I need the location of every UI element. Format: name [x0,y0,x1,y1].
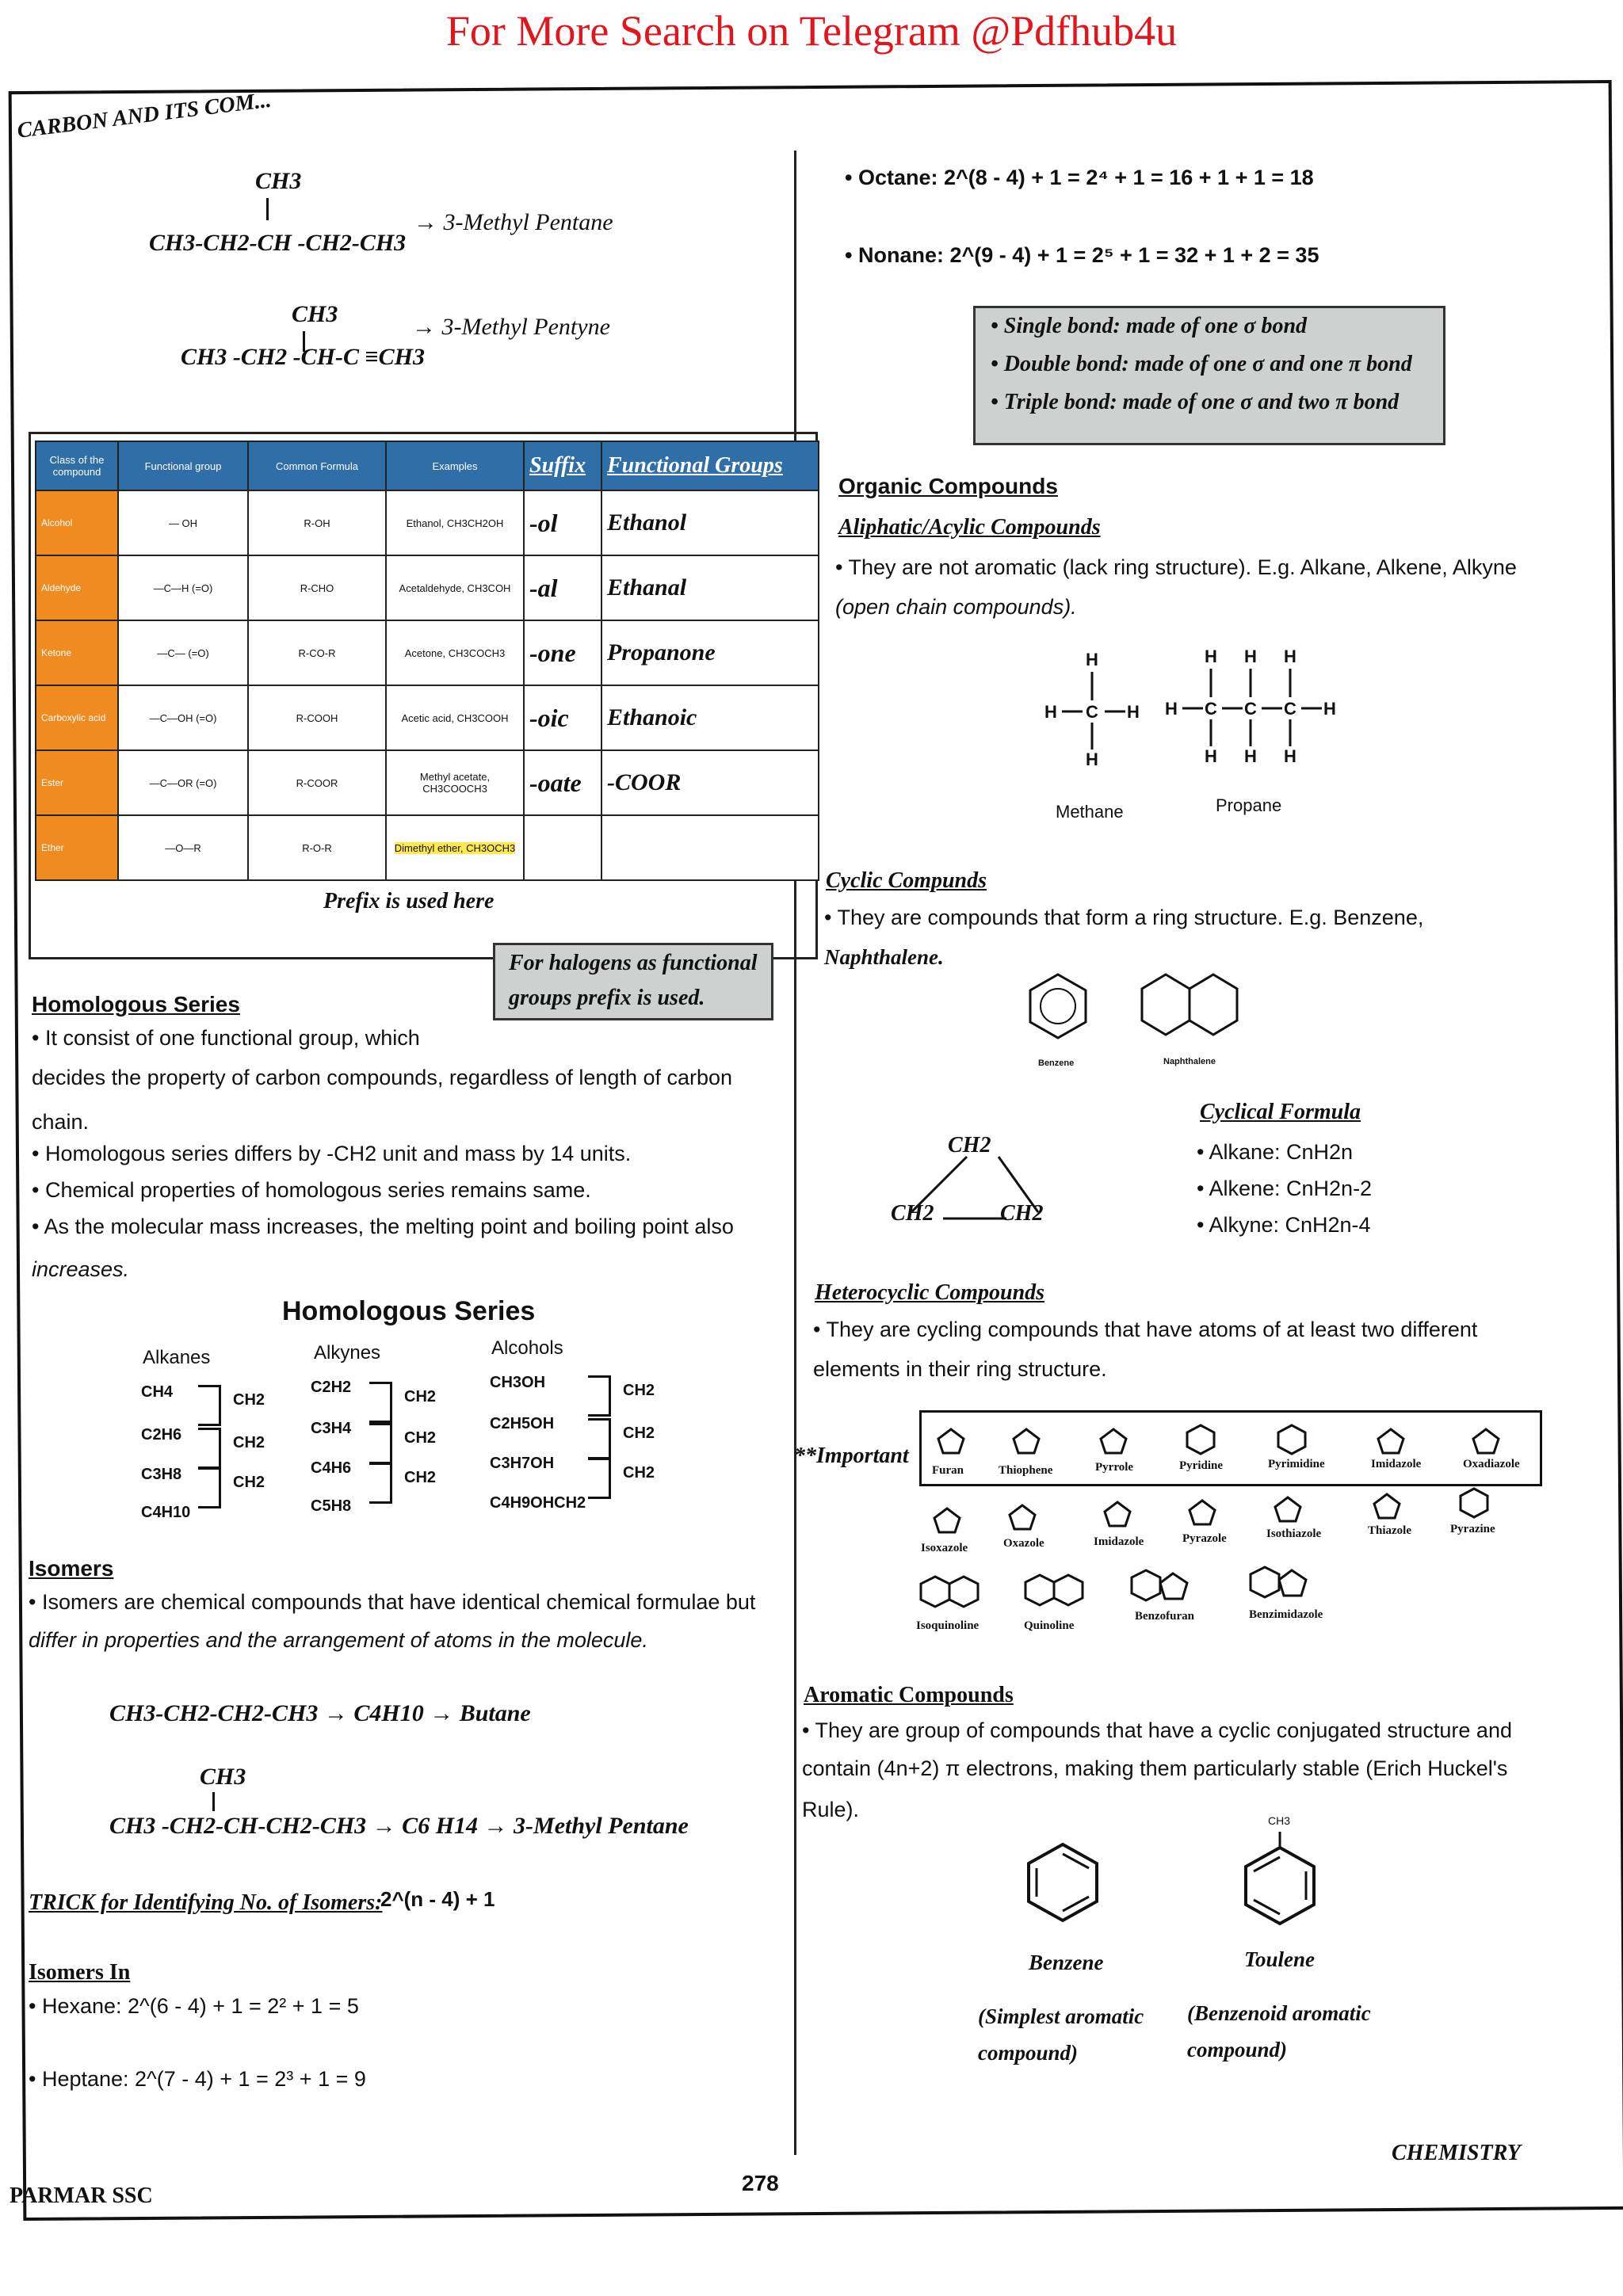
row-example [386,815,524,880]
hs-title: Homologous Series [282,1296,536,1326]
isomer-butane: CH3-CH2-CH2-CH3 → C4H10 → Butane [109,1700,531,1726]
aliphatic-p1: • They are not aromatic (lack ring structure). E.g. Alkane, Alkene, Alkyne [835,555,1517,579]
homologous-p2: • Homologous series differs by -CH2 unit and mass by 14 units. [32,1142,632,1165]
svg-text:H: H [1205,646,1217,666]
row-suffix [524,815,601,880]
important-label: **Important [794,1444,909,1468]
toulene-label: Toulene [1244,1947,1316,1971]
svg-text:C: C [1244,699,1257,719]
row-formula: R-O-R [248,815,386,880]
bracket [369,1423,392,1464]
ch2-diff: CH2 [623,1382,655,1399]
row-fg: -COOR [601,750,819,815]
alkane-formula-line: • Alkane: CnH2n [1197,1140,1354,1164]
ring-icon [931,1505,963,1535]
benzene-small-structure [1014,959,1102,1054]
heterocycle-label: Quinoline [1024,1619,1075,1632]
methane-structure [1030,648,1157,767]
alcohol-formula: CH3OH [490,1374,546,1391]
row-class: Alcohol [36,490,118,555]
toulene-desc-1: (Benzenoid aromatic [1187,2001,1371,2025]
ring-icon [1102,1499,1133,1529]
nonane-count: • Nonane: 2^(9 - 4) + 1 = 2⁵ + 1 = 32 + 1 + 2 = 35 [845,243,1319,267]
octane-count: • Octane: 2^(8 - 4) + 1 = 2⁴ + 1 = 16 + 1 + 1 = 18 [845,166,1314,189]
row-suffix: -one [524,620,601,685]
table-row [36,620,819,685]
row-formula: R-COOH [248,685,386,750]
heptane-count: • Heptane: 2^(7 - 4) + 1 = 2³ + 1 = 9 [29,2067,366,2091]
organic-heading: Organic Compounds [838,474,1058,498]
heterocycle-label: Furan [932,1464,964,1477]
ring-icon [1272,1494,1304,1524]
heterocyclic-p2: elements in their ring structure. [813,1357,1107,1381]
row-group: —C— (=O) [118,620,248,685]
heterocycle-label: Imidazole [1094,1535,1144,1548]
homologous-p1a: • It consist of one functional group, which [32,1026,420,1050]
alkyne-formula: C5H8 [311,1497,352,1515]
ch2-diff: CH2 [233,1434,265,1451]
heterocycle-label: Oxazole [1003,1537,1044,1550]
row-class: Ketone [36,620,118,685]
cyclo-top: CH2 [948,1133,991,1158]
svg-text:H: H [1086,650,1098,669]
ring-icon [1375,1426,1407,1456]
row-example: Methyl acetate, CH3COOCH3 [386,750,524,815]
heterocycle-label: Pyrazole [1182,1532,1227,1545]
row-example: Acetone, CH3COCH3 [386,620,524,685]
propane-label: Propane [1216,795,1282,815]
svg-text:H: H [1284,646,1296,666]
isomer-methylpentane: CH3 -CH2-CH-CH2-CH3 → C6 H14 → 3-Methyl Pentane [109,1813,689,1839]
halogen-note-line2: groups prefix is used. [509,986,705,1010]
cyclo-right: CH2 [1000,1201,1044,1226]
aliphatic-heading: Aliphatic/Acylic Compounds [838,515,1101,540]
ring-icon [1006,1502,1038,1532]
ring-icon [1024,1572,1087,1608]
heterocycle-label: Isothiazole [1266,1527,1322,1540]
homologous-p1c: chain. [32,1110,90,1134]
naphthalene-small-label: Naphthalene [1163,1057,1216,1066]
row-formula: R-CO-R [248,620,386,685]
benzene-structure [1019,1838,1106,1925]
isomers-in-heading: Isomers In [29,1960,131,1985]
alkane-formula: C3H8 [141,1466,182,1483]
heterocycle-label: Pyridine [1179,1459,1223,1472]
heterocycle-label: Isoxazole [921,1542,968,1554]
heterocycle-label: Pyrazine [1450,1523,1495,1535]
alkane-formula: C2H6 [141,1426,182,1444]
isomer2-branch: CH3 [200,1764,246,1790]
svg-text:H: H [1323,699,1336,719]
aromatic-p1: • They are group of compounds that have a cyclic conjugated structure and [802,1718,1512,1742]
row-class: Ester [36,750,118,815]
row-example: Acetaldehyde, CH3COH [386,555,524,620]
isomers-heading: Isomers [29,1556,114,1581]
aromatic-heading: Aromatic Compounds [804,1683,1014,1707]
row-class: Aldehyde [36,555,118,620]
row-group: —C—OH (=O) [118,685,248,750]
heterocyclic-heading: Heterocyclic Compounds [815,1280,1045,1305]
ch2-diff: CH2 [404,1388,437,1405]
table-header-row [36,441,819,490]
svg-text:C: C [1284,699,1296,719]
alcohol-formula: C4H9OHCH2 [490,1494,586,1512]
svg-text:C: C [1205,699,1217,719]
table-row [36,555,819,620]
homologous-p1b: decides the property of carbon compounds, regardless of length of carbon [32,1066,733,1089]
svg-text:H: H [1165,699,1178,719]
ring-icon [1371,1491,1403,1521]
heterocyclic-p1: • They are cycling compounds that have atoms of at least two different [813,1318,1478,1341]
ch2-diff: CH2 [233,1474,265,1491]
row-fg: Propanone [601,620,819,685]
functional-group-table [35,441,819,881]
table-header-cell: Class of the compound [36,441,118,490]
methane-label: Methane [1056,802,1124,822]
row-suffix: -al [524,555,601,620]
propane-structure [1157,645,1355,764]
row-suffix: -oate [524,750,601,815]
chem1-branch: CH3 [255,168,302,194]
ring-icon [935,1426,967,1456]
alkyne-formula: C2H2 [311,1379,352,1396]
row-fg: Ethanal [601,555,819,620]
alkane-formula: CH4 [141,1383,174,1401]
heterocycle-label: Oxadiazole [1463,1458,1520,1470]
trick-formula: 2^(n - 4) + 1 [380,1887,495,1911]
svg-text:C: C [1086,702,1098,722]
heterocycle-label: Benzofuran [1135,1610,1194,1623]
heterocycle-label: Isoquinoline [916,1619,980,1632]
trick-heading: TRICK for Identifying No. of Isomers: [29,1890,383,1915]
row-class: Carboxylic acid [36,685,118,750]
telegram-banner: For More Search on Telegram @Pdfhub4u [445,7,1178,55]
alkyne-formula-line: • Alkyne: CnH2n-4 [1197,1213,1371,1237]
cyclo-left: CH2 [891,1201,934,1226]
cyclical-formula-heading: Cyclical Formula [1200,1100,1361,1124]
heterocycle-label: Thiophene [999,1464,1053,1477]
alcohol-formula: C3H7OH [490,1455,555,1472]
svg-text:H: H [1086,749,1098,767]
aromatic-p3: Rule). [802,1798,860,1821]
table-row [36,490,819,555]
alkyne-formula: C3H4 [311,1420,352,1437]
svg-text:H: H [1044,702,1057,722]
table-header-cell: Common Formula [248,441,386,490]
cyclic-p2: Naphthalene. [824,945,944,969]
bracket [369,1382,392,1423]
bracket [198,1385,221,1426]
table-row [36,750,819,815]
alkane-formula: C4H10 [141,1504,191,1521]
bond-triple: • Triple bond: made of one σ and two π bond [991,390,1400,414]
isomers-p2: differ in properties and the arrangement of atoms in the molecule. [29,1628,648,1652]
alkene-formula-line: • Alkene: CnH2n-2 [1197,1177,1373,1200]
ring-icon [1010,1426,1042,1456]
row-suffix: -ol [524,490,601,555]
ch2-diff: CH2 [623,1425,655,1442]
table-header-cell: Functional group [118,441,248,490]
suffix-header: Suffix [524,441,601,490]
ring-icon [1185,1423,1216,1456]
svg-text:H: H [1244,646,1257,666]
benzene-label: Benzene [1029,1951,1104,1974]
row-formula: R-OH [248,490,386,555]
bracket [588,1375,611,1417]
chem2-chain: CH3 -CH2 -CH-C ≡CH3 [181,344,425,370]
benzene-small-label: Benzene [1038,1058,1075,1068]
aromatic-p2: contain (4n+2) π electrons, making them particularly stable (Erich Huckel's [802,1756,1508,1780]
table-row [36,815,819,880]
homologous-p4b: increases. [32,1257,130,1281]
chem2-name: → 3-Methyl Pentyne [412,314,610,340]
ring-icon [1249,1564,1312,1600]
row-example: Acetic acid, CH3COOH [386,685,524,750]
heterocycle-label: Pyrimidine [1268,1458,1325,1470]
page-number: 278 [742,2171,779,2195]
svg-text:H: H [1205,746,1217,764]
svg-text:H: H [1244,746,1257,764]
naphthalene-small-structure [1130,959,1249,1054]
homologous-heading: Homologous Series [32,992,240,1016]
hs-alcohols-label: Alcohols [491,1337,563,1359]
ch2-diff: CH2 [233,1391,265,1409]
toluene-ch3: CH3 [1268,1814,1291,1827]
ring-icon [1098,1426,1129,1456]
alcohol-formula: C2H5OH [490,1415,555,1432]
ring-icon [919,1573,983,1610]
homologous-p3: • Chemical properties of homologous series remains same. [32,1178,591,1202]
bracket [198,1467,221,1508]
table-header-cell: Examples [386,441,524,490]
chem1-chain: CH3-CH2-CH -CH2-CH3 [149,230,407,256]
homologous-p4a: • As the molecular mass increases, the melting point and boiling point also [32,1215,734,1238]
bond-single: • Single bond: made of one σ bond [991,314,1308,338]
ring-icon [1458,1486,1490,1520]
table-row [36,685,819,750]
aliphatic-p2: (open chain compounds). [835,595,1077,619]
row-formula: R-COOR [248,750,386,815]
ring-icon [1470,1426,1502,1456]
heterocycle-label: Thiazole [1368,1524,1411,1537]
alkyne-formula: C4H6 [311,1459,352,1477]
chem1-bond [266,198,269,220]
bracket [588,1458,611,1499]
row-formula: R-CHO [248,555,386,620]
heterocycle-label: Pyrrole [1095,1461,1134,1474]
svg-text:H: H [1127,702,1140,722]
cyclic-p1: • They are compounds that form a ring structure. E.g. Benzene, [824,906,1424,929]
halogen-note-line1: For halogens as functional [509,951,758,975]
hexane-count: • Hexane: 2^(6 - 4) + 1 = 2² + 1 = 5 [29,1994,359,2018]
bracket [198,1428,221,1469]
bond-double: • Double bond: made of one σ and one π bond [991,352,1412,376]
row-fg: Ethanoic [601,685,819,750]
chem1-name: → 3-Methyl Pentane [414,209,613,235]
row-example: Ethanol, CH3CH2OH [386,490,524,555]
ring-icon [1130,1567,1193,1604]
heterocycle-label: Benzimidazole [1249,1608,1323,1621]
bracket [369,1463,392,1504]
row-fg: Ethanol [601,490,819,555]
highlighted-example: Dimethyl ether, CH3OCH3 [394,841,516,854]
row-group: —C—H (=O) [118,555,248,620]
prefix-note: Prefix is used here [323,889,495,913]
ring-icon [1276,1423,1308,1456]
row-fg [601,815,819,880]
svg-text:H: H [1284,746,1296,764]
chem2-branch: CH3 [292,301,338,327]
row-group: — OH [118,490,248,555]
footer-left: PARMAR SSC [10,2183,153,2208]
functional-groups-header: Functional Groups [601,441,819,490]
chapter-header: CARBON AND ITS COM... [16,87,273,143]
footer-right: CHEMISTRY [1392,2141,1521,2165]
toulene-desc-2: compound) [1187,2038,1288,2061]
benzene-desc-2: compound) [978,2041,1079,2065]
hs-alkanes-label: Alkanes [143,1347,211,1368]
hs-alkynes-label: Alkynes [314,1342,381,1363]
ch2-diff: CH2 [404,1429,437,1447]
benzene-desc-1: (Simplest aromatic [978,2004,1144,2028]
ch2-diff: CH2 [623,1464,655,1482]
bracket [588,1418,611,1459]
row-suffix: -oic [524,685,601,750]
isomer2-bond [212,1792,215,1811]
cyclic-heading: Cyclic Compunds [826,868,987,893]
ch2-diff: CH2 [404,1469,437,1486]
isomers-p1: • Isomers are chemical compounds that have identical chemical formulae but [29,1590,756,1614]
row-group: —O—R [118,815,248,880]
toluene-structure [1236,1827,1323,1930]
heterocycle-label: Imidazole [1371,1458,1422,1470]
row-group: —C—OR (=O) [118,750,248,815]
ring-icon [1186,1497,1218,1527]
row-class: Ether [36,815,118,880]
